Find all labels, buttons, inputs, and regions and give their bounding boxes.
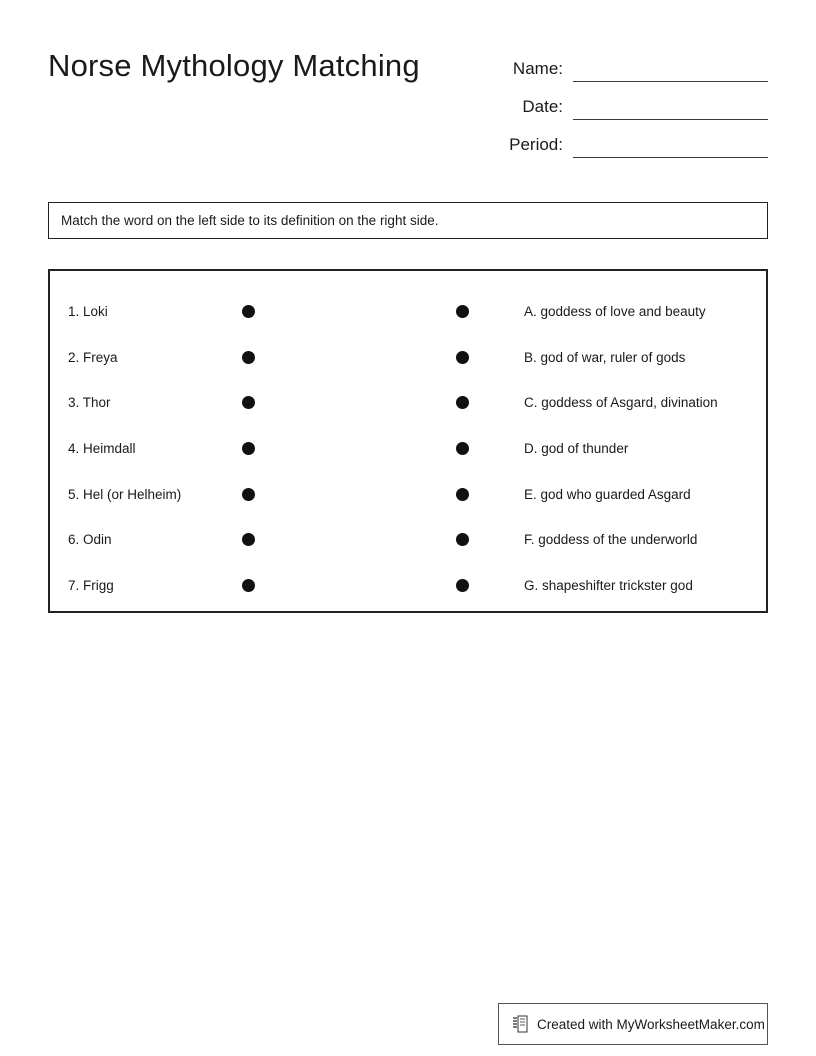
right-item-label: D. god of thunder bbox=[524, 441, 629, 457]
page-title: Norse Mythology Matching bbox=[48, 48, 420, 83]
field-row-date bbox=[448, 82, 768, 120]
left-item-label: 4. Heimdall bbox=[68, 441, 136, 457]
field-row-name bbox=[448, 44, 768, 82]
right-item-label: C. goddess of Asgard, divination bbox=[524, 395, 718, 411]
instructions-box: Match the word on the left side to its definition on the right side. bbox=[48, 202, 768, 239]
left-dot-wrapper bbox=[230, 396, 310, 409]
left-item-label: 1. Loki bbox=[68, 304, 108, 320]
right-dot-wrapper bbox=[456, 579, 516, 592]
left-connector-dot[interactable] bbox=[242, 442, 255, 455]
right-item-label: A. goddess of love and beauty bbox=[524, 304, 706, 320]
right-item-label: B. god of war, ruler of gods bbox=[524, 349, 686, 365]
right-connector-dot[interactable] bbox=[456, 305, 469, 318]
left-item-label: 3. Thor bbox=[68, 395, 111, 411]
right-dot-wrapper bbox=[456, 396, 516, 409]
student-info-fields bbox=[448, 44, 768, 158]
right-dot-wrapper bbox=[456, 442, 516, 455]
right-connector-dot[interactable] bbox=[456, 533, 469, 546]
matching-row bbox=[50, 426, 766, 472]
right-connector-dot[interactable] bbox=[456, 442, 469, 455]
left-item-label: 5. Hel (or Helheim) bbox=[68, 486, 182, 502]
name-field-label: Name: bbox=[512, 59, 563, 78]
left-item-label: 2. Freya bbox=[68, 349, 118, 365]
right-item-label: F. goddess of the underworld bbox=[524, 532, 698, 548]
left-dot-wrapper bbox=[230, 305, 310, 318]
left-connector-dot[interactable] bbox=[242, 533, 255, 546]
badge-label: Created with MyWorksheetMaker.com bbox=[537, 1016, 765, 1032]
field-row-period bbox=[448, 120, 768, 158]
date-field-label: Date: bbox=[522, 97, 563, 116]
left-connector-dot[interactable] bbox=[242, 351, 255, 364]
worksheet-maker-logo-icon bbox=[513, 1015, 529, 1033]
worksheet-header bbox=[48, 44, 768, 164]
right-dot-wrapper bbox=[456, 488, 516, 501]
left-dot-wrapper bbox=[230, 488, 310, 501]
matching-row bbox=[50, 335, 766, 381]
right-connector-dot[interactable] bbox=[456, 351, 469, 364]
left-dot-wrapper bbox=[230, 579, 310, 592]
right-dot-wrapper bbox=[456, 351, 516, 364]
right-connector-dot[interactable] bbox=[456, 579, 469, 592]
left-dot-wrapper bbox=[230, 351, 310, 364]
left-connector-dot[interactable] bbox=[242, 488, 255, 501]
left-dot-wrapper bbox=[230, 533, 310, 546]
right-dot-wrapper bbox=[456, 305, 516, 318]
matching-row bbox=[50, 289, 766, 335]
right-item-label: G. shapeshifter trickster god bbox=[524, 577, 693, 593]
matching-row bbox=[50, 471, 766, 517]
left-item-label: 7. Frigg bbox=[68, 577, 114, 593]
matching-rows bbox=[50, 271, 766, 611]
left-dot-wrapper bbox=[230, 442, 310, 455]
left-connector-dot[interactable] bbox=[242, 305, 255, 318]
matching-row bbox=[50, 563, 766, 609]
left-item-label: 6. Odin bbox=[68, 532, 112, 548]
right-item-label: E. god who guarded Asgard bbox=[524, 486, 691, 502]
matching-exercise-box bbox=[48, 269, 768, 613]
matching-row bbox=[50, 517, 766, 563]
worksheet-maker-badge[interactable] bbox=[498, 1003, 768, 1045]
name-field-input[interactable] bbox=[573, 59, 768, 82]
left-connector-dot[interactable] bbox=[242, 579, 255, 592]
period-field-input[interactable] bbox=[573, 135, 768, 158]
right-connector-dot[interactable] bbox=[456, 488, 469, 501]
right-dot-wrapper bbox=[456, 533, 516, 546]
right-connector-dot[interactable] bbox=[456, 396, 469, 409]
period-field-label: Period: bbox=[509, 135, 563, 154]
matching-row bbox=[50, 380, 766, 426]
left-connector-dot[interactable] bbox=[242, 396, 255, 409]
date-field-input[interactable] bbox=[573, 97, 768, 120]
